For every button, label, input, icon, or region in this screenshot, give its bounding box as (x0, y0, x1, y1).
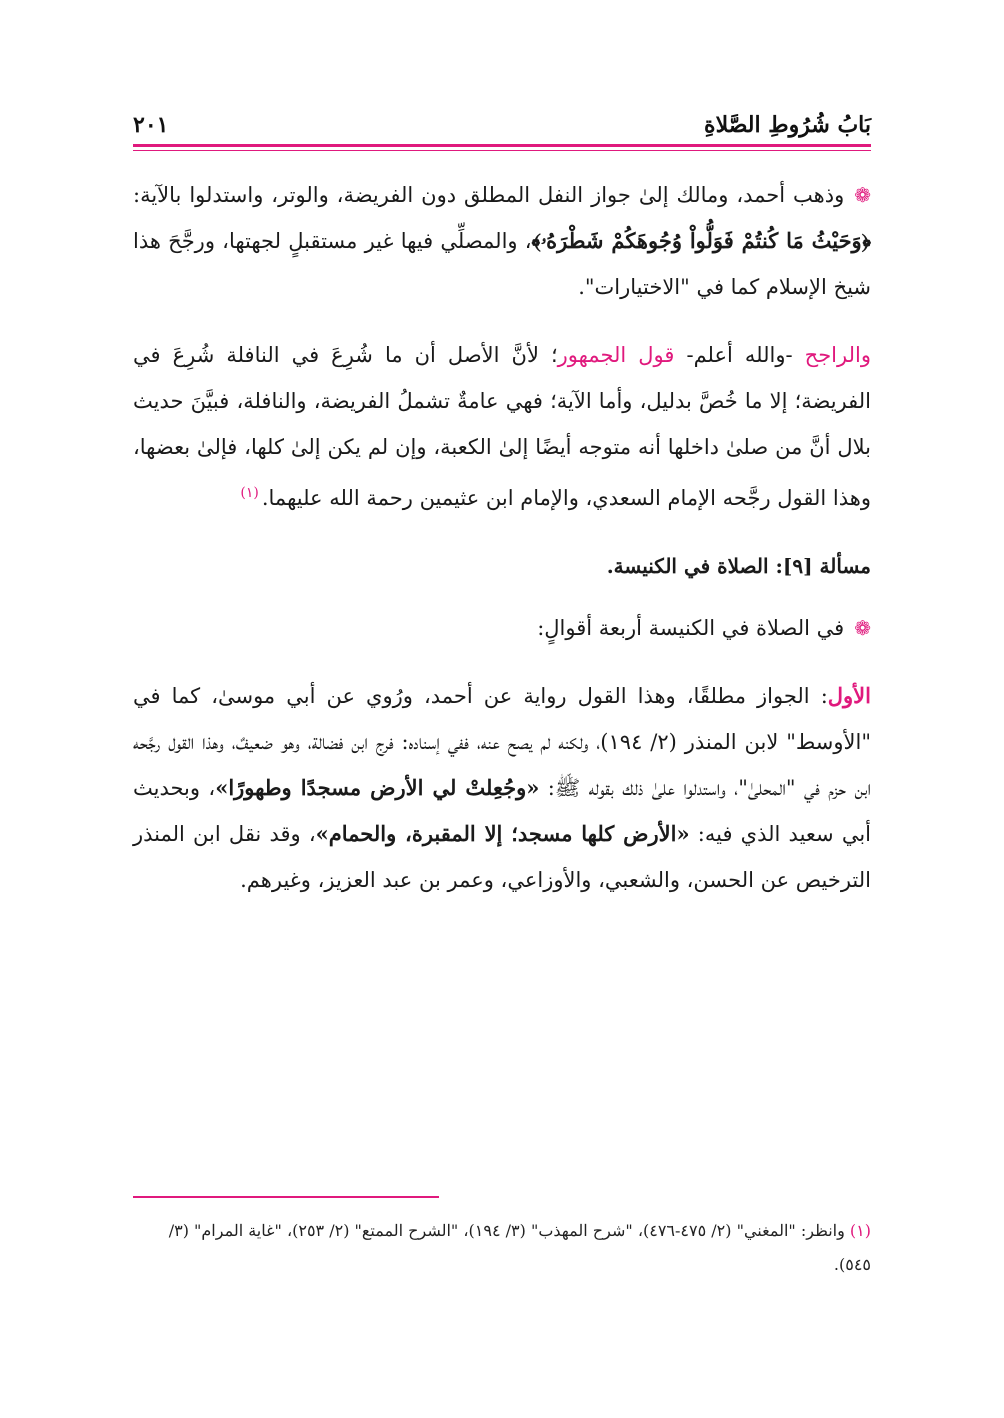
footnote-reference[interactable]: (١) (240, 485, 259, 501)
paragraph-text: وذهب أحمد، ومالك إلىٰ جواز النفل المطلق دون الفريضة، والوتر، واستدلوا بالآية: (133, 183, 845, 207)
paragraph-text: ، والمصلِّي فيها غير مستقبلٍ لجهتها، ورجَّحَ هذا شيخ الإسلام كما في "الاختيارات". (133, 229, 871, 299)
preferred-label: والراجح (804, 343, 871, 367)
paragraph-text: في الصلاة في الكنيسة أربعة أقوالٍ: (537, 616, 845, 640)
paragraph-hanbali-maliki (133, 172, 871, 310)
footnote-divider (133, 1196, 439, 1198)
paragraph-text: ؛ لأنَّ الأصل أن ما شُرِعَ في النافلة شُرِعَ في الفريضة؛ إلا ما خُصَّ بدليل، وأما الآية؛ فهي عامةٌ تشملُ الفريضة، والنافلة، فبيَّنَ حديث بلال أنَّ من صلىٰ داخلها أنه متوجه أيضًا إلىٰ الكعبة، وإن لم يكن إلىٰ كلها، فإلىٰ بعضها، وهذا القول رجَّحه الإمام السعدي، والإمام ابن عثيمين رحمة الله عليهما. (133, 343, 871, 510)
footnote (133, 1214, 871, 1282)
flower-icon: ❁ (854, 183, 871, 207)
spacer (133, 521, 871, 543)
paragraph-text: ، وبحديث أبي سعيد الذي فيه: (133, 776, 872, 846)
footnote-text: وانظر: "المغني" (٢/ ٤٧٥-٤٧٦)، "شرح المهذب" (٣/ ١٩٤)، "الشرح الممتع" (٢/ ٢٥٣)، "غاية المرام" (٣/ ٥٤٥). (168, 1221, 871, 1274)
paragraph-text: ، وقد نقل ابن المنذر الترخيص عن الحسن، والشعبي، والأوزاعي، وعمر بن عبد العزيز، وغيرهم. (133, 822, 871, 892)
header-rule-thin (133, 150, 871, 151)
page-header (133, 108, 871, 144)
quran-verse: ﴿وَحَيْثُ مَا كُنتُمْ فَوَلُّواْ وُجُوهَكُمْ شَطْرَهُۥ﴾ (531, 228, 871, 253)
chapter-title: بَابُ شُرُوطِ الصَّلاةِ (704, 112, 871, 138)
footnote-number: (١) (849, 1221, 871, 1240)
hadith-quote: «الأرض كلها مسجد؛ إلا المقبرة، والحمام» (315, 821, 690, 846)
page-number: ٢٠١ (133, 112, 169, 138)
flower-icon: ❁ (854, 616, 871, 640)
spacer (133, 589, 871, 605)
main-text (133, 172, 871, 903)
spacer (133, 651, 871, 673)
paragraph-four-views (133, 605, 871, 651)
paragraph-text: -والله أعلم- (674, 343, 805, 367)
issue-heading: مسألة [٩]: الصلاة في الكنيسة. (606, 554, 871, 578)
paragraph-preferred-view (133, 332, 871, 521)
spacer (133, 310, 871, 332)
paragraph-first-view (133, 673, 871, 903)
paragraph-text: : الجواز مطلقًا، وهذا القول رواية عن أحمد، ورُوي عن أبي موسىٰ، كما في "الأوسط" لابن المنذر (٢/ ١٩٤)، ولكنه لم يصح عنه، ففي إسناده: فرج ابن فضالة، وهو ضعيفٌ، وهذا القول رجَّحه ابن حزم في "المحلىٰ"، واستدلوا علىٰ ذلك بقوله ﷺ: (133, 684, 871, 800)
hadith-quote: «وجُعِلتْ لي الأرض مسجدًا وطهورًا» (215, 775, 540, 800)
majority-view-highlight: قول الجمهور (557, 343, 675, 367)
first-view-label: الأول (827, 683, 871, 708)
header-rule-thick (133, 144, 871, 147)
